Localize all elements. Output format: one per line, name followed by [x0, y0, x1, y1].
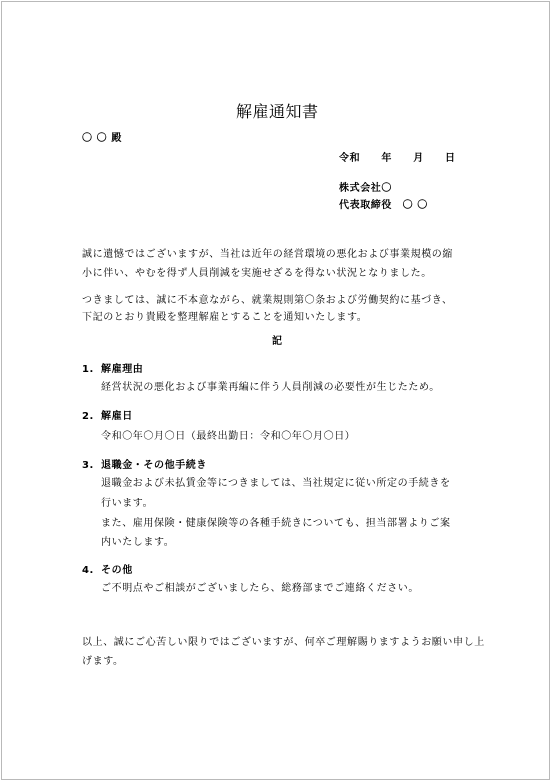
- paragraph-2-line-1: つきましては、誠に不本意ながら、就業規則第〇条および労働契約に基づき、: [82, 295, 453, 306]
- paragraph-1-line-1: 誠に遺憾ではございますが、当社は近年の経営環境の悪化および事業規模の縮: [82, 249, 453, 260]
- representative-name: 代表取締役 〇 〇: [339, 200, 428, 211]
- item-4-number: 4.: [82, 565, 94, 576]
- item-3-line-1: 退職金および未払賃金等につきましては、当社規定に従い所定の手続きを: [101, 478, 451, 489]
- document-title: 解雇通知書: [236, 102, 319, 121]
- item-3-line-3: また、雇用保険・健康保険等の各種手続きについても、担当部署よりご案: [101, 518, 451, 529]
- item-3-line-2: 行います。: [101, 498, 154, 509]
- paragraph-1-line-2: 小に伴い、やむを得ず人員削減を実施せざるを得ない状況となりました。: [82, 268, 432, 279]
- document-page: [1, 1, 550, 780]
- item-4-title: その他: [101, 565, 133, 576]
- closing-line-1: 以上、誠にご心苦しい限りではございますが、何卒ご理解賜りますようお願い申し上: [82, 637, 485, 648]
- item-1-title: 解雇理由: [101, 364, 144, 375]
- closing-line-2: げます。: [82, 656, 124, 667]
- paragraph-2-line-2: 下記のとおり貴殿を整理解雇とすることを通知いたします。: [82, 312, 368, 323]
- item-2-number: 2.: [82, 411, 94, 422]
- item-2-title: 解雇日: [101, 411, 133, 422]
- item-4-line-1: ご不明点やご相談がございましたら、総務部までご連絡ください。: [101, 583, 419, 594]
- item-1-line-1: 経営状況の悪化および事業再編に伴う人員削減の必要性が生じたため。: [101, 382, 440, 393]
- item-3-number: 3.: [82, 460, 94, 471]
- recipient-name: 〇 〇 殿: [82, 133, 122, 144]
- company-name: 株式会社〇: [339, 183, 392, 194]
- item-1-number: 1.: [82, 364, 94, 375]
- ki-heading: 記: [272, 336, 283, 347]
- item-2-line-1: 令和〇年〇月〇日（最終出勤日：令和〇年〇月〇日）: [101, 431, 356, 442]
- item-3-line-4: 内いたします。: [101, 537, 175, 548]
- date-line: 令和 年 月 日: [339, 153, 456, 164]
- item-3-title: 退職金・その他手続き: [101, 460, 207, 471]
